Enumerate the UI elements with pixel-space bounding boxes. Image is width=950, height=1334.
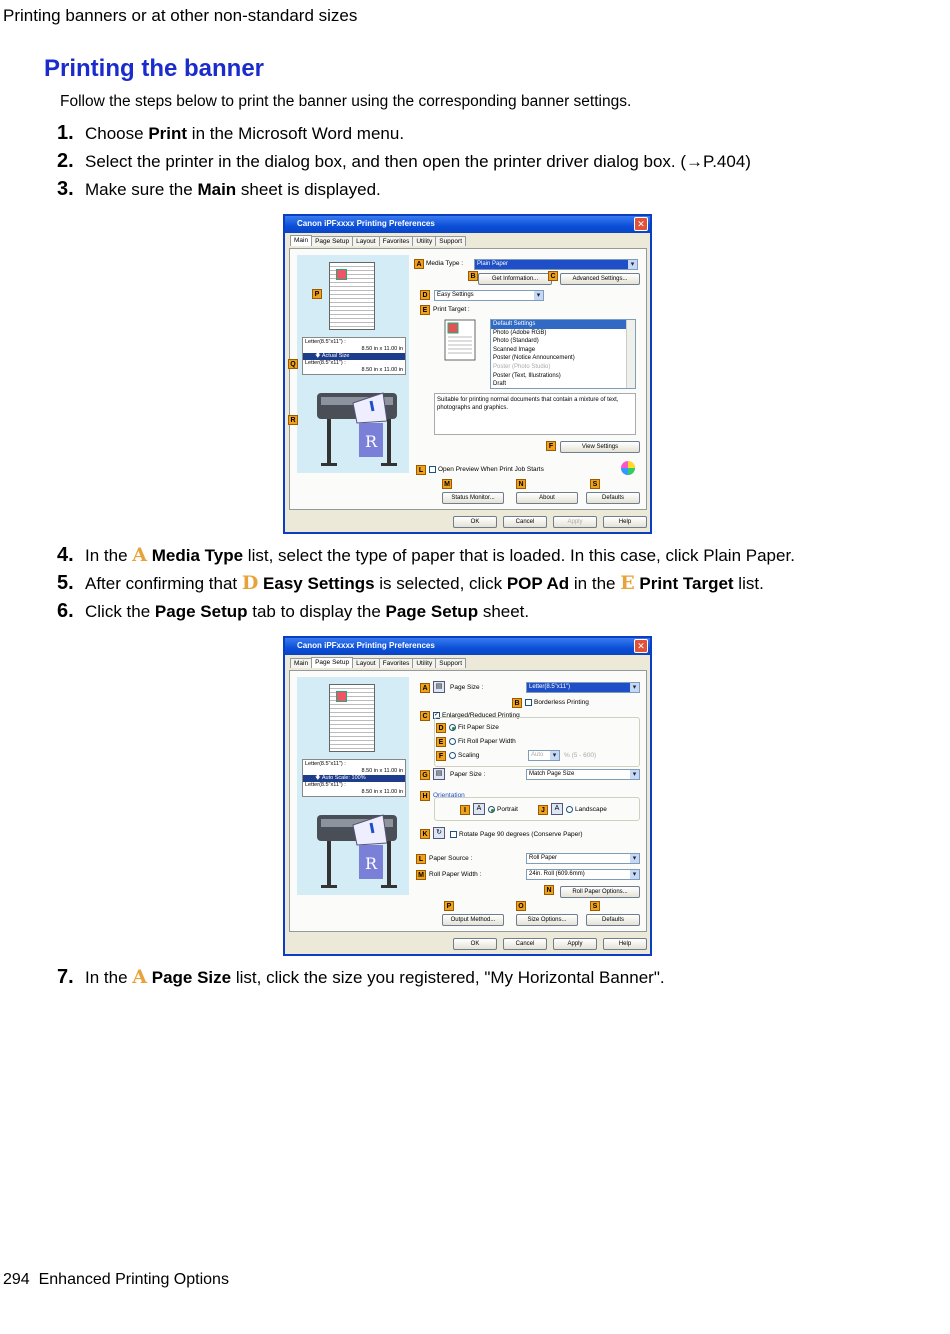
- dialog-title: Canon iPFxxxx Printing Preferences: [297, 641, 435, 650]
- tab-utility[interactable]: Utility: [412, 236, 436, 246]
- callout-l: L: [416, 854, 426, 864]
- checkbox-label: Borderless Printing: [534, 699, 589, 707]
- ok-button[interactable]: OK: [453, 516, 497, 528]
- landscape-radio[interactable]: [566, 806, 607, 813]
- tab-main[interactable]: Main: [290, 658, 312, 668]
- checkbox-icon[interactable]: [429, 466, 436, 473]
- tab-layout[interactable]: Layout: [352, 236, 380, 246]
- page-size-label: Page Size :: [450, 684, 484, 691]
- step-text: After confirming that: [85, 574, 242, 593]
- size-label: Letter(8.5"x11") :: [305, 782, 346, 788]
- tab-page-setup[interactable]: Page Setup: [311, 657, 353, 668]
- svg-text:R: R: [365, 432, 378, 451]
- rotate-page-checkbox[interactable]: [450, 831, 583, 838]
- paper-size-select[interactable]: Match Page Size ▾: [526, 769, 640, 780]
- tab-main[interactable]: Main: [290, 235, 312, 246]
- color-wheel-icon[interactable]: [618, 459, 638, 479]
- portrait-radio[interactable]: [488, 806, 518, 813]
- output-method-button[interactable]: Output Method...: [442, 914, 504, 926]
- size-label: Letter(8.5"x11") :: [305, 339, 346, 345]
- size-label: Letter(8.5"x11") :: [305, 761, 346, 767]
- callout-b: B: [512, 698, 522, 708]
- scaling-radio[interactable]: [449, 752, 479, 759]
- tab-support[interactable]: Support: [435, 658, 466, 668]
- callout-s: S: [590, 479, 600, 489]
- paper-source-label: Paper Source :: [429, 855, 473, 862]
- size-dims: 8.50 in x 11.00 in: [361, 367, 403, 373]
- paper-size-icon: ▤: [433, 768, 445, 780]
- view-settings-button[interactable]: View Settings: [560, 441, 640, 453]
- checkbox-label: Enlarged/Reduced Printing: [442, 712, 520, 720]
- callout-b: B: [468, 271, 478, 281]
- tab-favorites[interactable]: Favorites: [379, 236, 414, 246]
- print-target-label: Print Target :: [433, 306, 470, 313]
- page-setup-sheet-panel: [289, 670, 647, 932]
- step-bold: Page Setup: [154, 602, 248, 621]
- step-text: In the: [85, 546, 133, 565]
- size-dims: 8.50 in x 11.00 in: [361, 346, 403, 352]
- step-text: sheet.: [478, 602, 530, 621]
- step-text: tab to display the: [247, 602, 386, 621]
- help-button[interactable]: Help: [603, 516, 647, 528]
- callout-f: F: [436, 751, 446, 761]
- step-text: In the: [85, 968, 133, 987]
- callout-n: N: [544, 885, 554, 895]
- section-title: Printing the banner: [44, 55, 265, 82]
- step-3: [57, 178, 381, 201]
- callout-d: D: [420, 290, 430, 300]
- open-preview-checkbox[interactable]: [429, 466, 544, 473]
- callout-h: H: [420, 791, 430, 801]
- step-2: [57, 150, 751, 173]
- preview-pane: [297, 255, 409, 473]
- scale-label: Auto Scale: 100%: [321, 775, 366, 781]
- step-text: in the Microsoft Word menu.: [187, 124, 405, 143]
- print-target-list[interactable]: [490, 319, 636, 389]
- radio-icon[interactable]: [449, 738, 456, 745]
- callout-a: A: [420, 683, 430, 693]
- size-label: Letter(8.5"x11") :: [305, 360, 346, 366]
- list-item[interactable]: Poster (Photo Studio): [493, 363, 551, 370]
- scale-label: Actual Size: [321, 353, 350, 359]
- callout-e: E: [420, 305, 430, 315]
- step-number: 3.: [57, 178, 74, 200]
- step-number: 5.: [57, 572, 74, 594]
- step-text: Make sure the: [85, 180, 198, 199]
- callout-m: M: [442, 479, 452, 489]
- callout-q: Q: [288, 359, 298, 369]
- step-bold: POP Ad: [506, 574, 570, 593]
- callout-ref: E: [620, 572, 635, 594]
- arrow-down-icon: 🡇: [315, 775, 322, 781]
- list-item[interactable]: Photo (Adobe RGB): [493, 329, 547, 336]
- description-box: Suitable for printing normal documents that contain a mixture of text, photographs and graphics.: [434, 393, 636, 435]
- footer-section: Enhanced Printing Options: [38, 1271, 229, 1288]
- tab-support[interactable]: Support: [435, 236, 466, 246]
- callout-n: N: [516, 479, 526, 489]
- callout-o: O: [516, 901, 526, 911]
- printing-preferences-main-dialog: [283, 214, 652, 534]
- page-size-icon: ▤: [433, 681, 445, 693]
- callout-d: D: [436, 723, 446, 733]
- fit-paper-size-radio[interactable]: [449, 724, 499, 731]
- step-text: sheet is displayed.: [236, 180, 381, 199]
- page-preview-icon: [329, 684, 375, 752]
- checkbox-label: Open Preview When Print Job Starts: [438, 466, 544, 474]
- step-number: 4.: [57, 544, 74, 566]
- callout-l: L: [416, 465, 426, 475]
- apply-button[interactable]: Apply: [553, 938, 597, 950]
- radio-icon[interactable]: [449, 752, 456, 759]
- step-bold: Media Type: [147, 546, 244, 565]
- tab-layout[interactable]: Layout: [352, 658, 380, 668]
- step-4: [57, 544, 795, 567]
- callout-r: R: [288, 415, 298, 425]
- step-text: list, select the type of paper that is loaded. In this case, click Plain Paper.: [243, 546, 795, 565]
- step-bold: Page Size: [147, 968, 232, 987]
- checkbox-checked-icon[interactable]: ✓: [434, 712, 440, 718]
- step-text: Choose: [85, 124, 149, 143]
- media-type-select[interactable]: Plain Paper ▾: [474, 259, 638, 270]
- callout-p: P: [444, 901, 454, 911]
- step-bold: Page Setup: [385, 602, 479, 621]
- callout-k: K: [420, 829, 430, 839]
- radio-icon[interactable]: [566, 806, 573, 813]
- borderless-printing-checkbox[interactable]: [525, 699, 589, 706]
- roll-paper-options-button[interactable]: Roll Paper Options...: [560, 886, 640, 898]
- apply-button[interactable]: Apply: [553, 516, 597, 528]
- advanced-settings-button[interactable]: Advanced Settings...: [560, 273, 640, 285]
- callout-f: F: [546, 441, 556, 451]
- size-options-button[interactable]: Size Options...: [516, 914, 578, 926]
- list-item[interactable]: Photo (Standard): [493, 338, 539, 345]
- size-dims: 8.50 in x 11.00 in: [361, 768, 403, 774]
- step-number: 1.: [57, 122, 74, 144]
- printer-illustration-icon: [313, 383, 401, 471]
- step-text: is selected, click: [374, 574, 507, 593]
- tab-strip: [290, 236, 465, 248]
- callout-g: G: [420, 770, 430, 780]
- size-info-box: [302, 759, 406, 797]
- checkbox-icon[interactable]: [525, 699, 532, 706]
- roll-paper-width-label: Roll Paper Width :: [429, 871, 482, 878]
- about-button[interactable]: About: [516, 492, 578, 504]
- close-icon[interactable]: ✕: [634, 639, 648, 653]
- defaults-button[interactable]: Defaults: [586, 492, 640, 504]
- callout-i: I: [460, 805, 470, 815]
- radio-label: Fit Roll Paper Width: [458, 738, 516, 746]
- printer-illustration-icon: [313, 805, 401, 893]
- dialog-titlebar: [285, 216, 650, 233]
- intro-text: Follow the steps below to print the banner using the corresponding banner settings.: [60, 93, 632, 110]
- callout-ref: A: [132, 544, 148, 566]
- roll-paper-width-select[interactable]: 24in. Roll (609.6mm) ▾: [526, 869, 640, 880]
- landscape-icon: A: [551, 803, 563, 815]
- radio-label: Scaling: [458, 752, 480, 760]
- step-1: [57, 122, 404, 145]
- easy-settings-select[interactable]: Easy Settings ▾: [434, 290, 544, 301]
- page-number: 294: [3, 1271, 30, 1288]
- callout-c: C: [548, 271, 558, 281]
- list-item[interactable]: Poster (Notice Announcement): [493, 355, 575, 362]
- list-scrollbar[interactable]: [626, 320, 635, 388]
- radio-label: Landscape: [575, 806, 607, 814]
- paper-source-select[interactable]: Roll Paper ▾: [526, 853, 640, 864]
- tab-utility[interactable]: Utility: [412, 658, 436, 668]
- checkbox-label: Rotate Page 90 degrees (Conserve Paper): [459, 831, 583, 839]
- close-icon[interactable]: ✕: [634, 217, 648, 231]
- dialog-title: Canon iPFxxxx Printing Preferences: [297, 219, 435, 228]
- callout-a: A: [414, 259, 424, 269]
- checkbox-icon[interactable]: [450, 831, 457, 838]
- page-preview-icon: [329, 262, 375, 330]
- radio-label: Fit Paper Size: [458, 724, 499, 732]
- orientation-label: Orientation: [433, 792, 465, 799]
- ok-button[interactable]: OK: [453, 938, 497, 950]
- page-size-select[interactable]: Letter(8.5"x11") ▾: [526, 682, 640, 693]
- step-text: Select the printer in the dialog box, and then open the printer driver dialog box. (→P.404): [85, 152, 751, 171]
- rotate-page-icon: ↻: [433, 827, 445, 839]
- step-text: in the: [569, 574, 621, 593]
- size-info-box: [302, 337, 406, 375]
- radio-selected-icon[interactable]: [449, 724, 456, 731]
- step-number: 7.: [57, 966, 74, 988]
- list-item[interactable]: Draft: [493, 381, 507, 388]
- callout-p: P: [312, 289, 322, 299]
- radio-label: Portrait: [497, 806, 518, 814]
- paper-size-label: Paper Size :: [450, 771, 486, 778]
- step-5: [57, 572, 764, 595]
- callout-m: M: [416, 870, 426, 880]
- help-button[interactable]: Help: [603, 938, 647, 950]
- cancel-button[interactable]: Cancel: [503, 516, 547, 528]
- step-text: Click the: [85, 602, 155, 621]
- arrow-down-icon: 🡇: [315, 353, 322, 359]
- svg-text:R: R: [365, 854, 378, 873]
- step-bold: Print: [148, 124, 188, 143]
- callout-s: S: [590, 901, 600, 911]
- page-footer: [3, 1271, 229, 1289]
- callout-ref: A: [132, 966, 148, 988]
- tab-strip: [290, 658, 465, 670]
- dialog-titlebar: [285, 638, 650, 655]
- callout-c: C: [420, 711, 430, 721]
- list-item[interactable]: Poster (Text, Illustrations): [493, 372, 561, 379]
- step-number: 2.: [57, 150, 74, 172]
- main-sheet-panel: [289, 248, 647, 510]
- portrait-icon: A: [473, 803, 485, 815]
- media-type-label: Media Type :: [426, 260, 464, 267]
- callout-ref: D: [241, 572, 259, 594]
- step-number: 6.: [57, 600, 74, 622]
- step-text: list, click the size you registered, "My Horizontal Banner".: [231, 968, 665, 987]
- fit-roll-width-radio[interactable]: [449, 738, 516, 745]
- get-information-button[interactable]: Get Information...: [478, 273, 552, 285]
- step-bold: Easy Settings: [258, 574, 375, 593]
- printing-preferences-page-setup-dialog: [283, 636, 652, 956]
- preview-pane: [297, 677, 409, 895]
- callout-j: J: [538, 805, 548, 815]
- step-6: [57, 600, 529, 623]
- list-item[interactable]: Default Settings: [491, 320, 635, 329]
- cancel-button[interactable]: Cancel: [503, 938, 547, 950]
- step-bold: Main: [197, 180, 237, 199]
- list-item[interactable]: Scanned Image: [493, 346, 536, 353]
- step-bold: Print Target: [634, 574, 734, 593]
- tab-favorites[interactable]: Favorites: [379, 658, 414, 668]
- print-target-thumbnail-icon: [444, 319, 476, 361]
- defaults-button[interactable]: Defaults: [586, 914, 640, 926]
- running-header: Printing banners or at other non-standard sizes: [3, 6, 358, 25]
- scaling-range: % (5 - 600): [564, 752, 597, 759]
- callout-e: E: [436, 737, 446, 747]
- status-monitor-button[interactable]: Status Monitor...: [442, 492, 504, 504]
- tab-page-setup[interactable]: Page Setup: [311, 236, 353, 246]
- step-7: [57, 966, 665, 989]
- step-text: list.: [733, 574, 764, 593]
- scaling-input[interactable]: Auto ▾: [528, 750, 560, 761]
- size-dims: 8.50 in x 11.00 in: [361, 789, 403, 795]
- radio-selected-icon[interactable]: [488, 806, 495, 813]
